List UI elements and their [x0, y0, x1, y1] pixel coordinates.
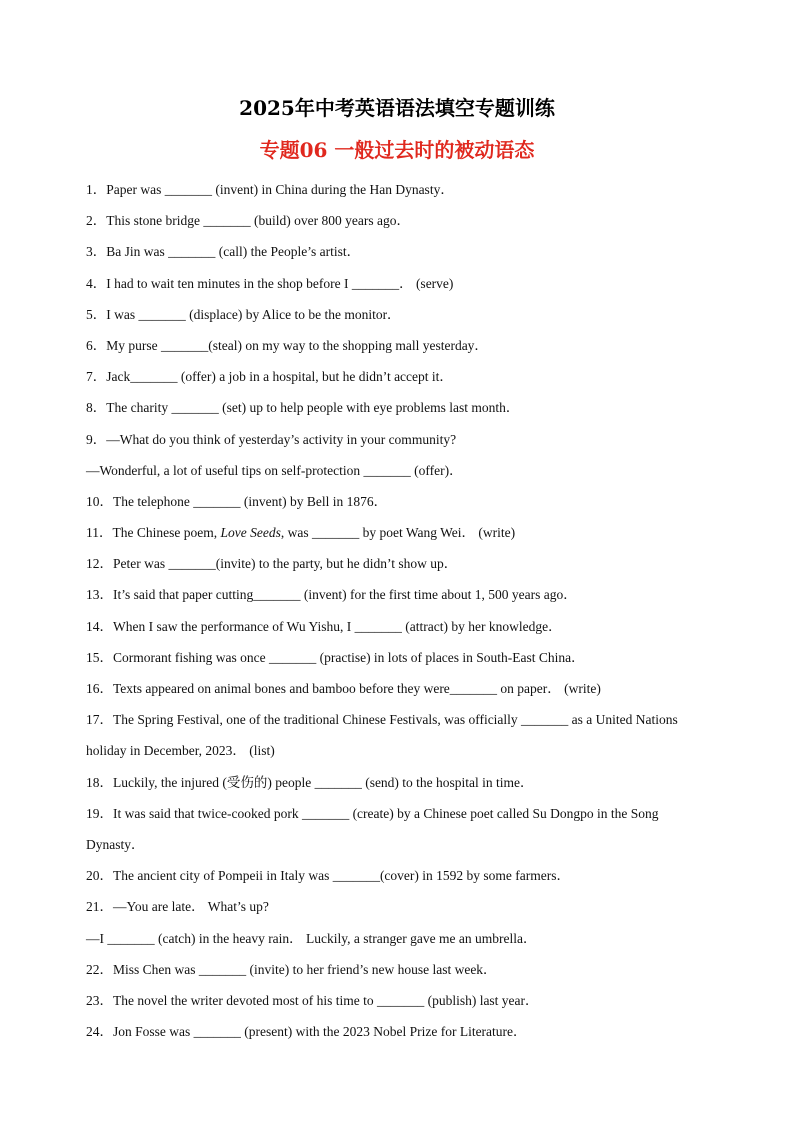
question-line: 7．Jack_______ (offer) a job in a hospital, but he didn’t accept it． — [86, 369, 453, 385]
question-line: 3．Ba Jin was _______ (call) the People’s artist． — [86, 244, 361, 260]
question-line: 22．Miss Chen was _______ (invite) to her friend’s new house last week． — [86, 961, 497, 977]
question-line: 9．—What do you think of yesterday’s activity in your community? — [86, 431, 457, 447]
poem-title: Love Seeds — [220, 525, 281, 541]
question-line: 4．I had to wait ten minutes in the shop before I _______． (serve) — [86, 275, 454, 291]
question-line: 13．It’s said that paper cutting_______ (invent) for the first time about 1, 500 years ago． — [86, 587, 577, 603]
question-line: 19．It was said that twice-cooked pork _______ (create) by a Chinese poet called Su Dongpo in the Song — [86, 805, 659, 821]
question-line: 10．The telephone _______ (invent) by Bell in 1876． — [86, 493, 388, 509]
question-line: 18．Luckily, the injured (受伤的) people _______ (send) to the hospital in time． — [86, 774, 534, 790]
question-line: 14．When I saw the performance of Wu Yishu, I _______ (attract) by her knowledge． — [86, 618, 562, 634]
question-line: 6．My purse _______(steal) on my way to the shopping mall yesterday． — [86, 337, 488, 353]
question-line: 8．The charity _______ (set) up to help people with eye problems last month． — [86, 400, 520, 416]
question-line: 17．The Spring Festival, one of the traditional Chinese Festivals, was officially _______ as a United Nations — [86, 712, 678, 728]
question-line: Dynasty． — [86, 836, 145, 852]
question-line — [86, 517, 716, 548]
question-line: holiday in December, 2023． (list) — [86, 743, 275, 759]
question-line: 23．The novel the writer devoted most of his time to _______ (publish) last year． — [86, 992, 539, 1008]
question-line: —Wonderful, a lot of useful tips on self-protection _______ (offer)． — [86, 462, 463, 478]
worksheet-title: 2025年中考英语语法填空专题训练 — [239, 96, 555, 120]
worksheet-subtitle: 专题06 一般过去时的被动语态 — [259, 138, 535, 162]
question-line: 5．I was _______ (displace) by Alice to be the monitor． — [86, 306, 401, 322]
question-line: 15．Cormorant fishing was once _______ (practise) in lots of places in South-East China． — [86, 649, 585, 665]
question-list — [86, 174, 716, 1047]
question-line: 24．Jon Fosse was _______ (present) with the 2023 Nobel Prize for Literature． — [86, 1024, 527, 1040]
question-line: 12．Peter was _______(invite) to the party, but he didn’t show up． — [86, 556, 458, 572]
question-line: 1．Paper was _______ (invent) in China during the Han Dynasty． — [86, 182, 454, 197]
question-text-post: , was _______ by poet Wang Wei． (write) — [280, 525, 516, 541]
question-line: 20．The ancient city of Pompeii in Italy was _______(cover) in 1592 by some farmers． — [86, 868, 571, 884]
question-text-pre: 11．The Chinese poem, — [86, 525, 221, 541]
question-line: —I _______ (catch) in the heavy rain． Luckily, a stranger gave me an umbrella． — [86, 930, 537, 946]
question-line: 21．—You are late． What’s up? — [86, 899, 269, 915]
question-line: 2．This stone bridge _______ (build) over 800 years ago． — [86, 213, 410, 229]
question-line: 16．Texts appeared on animal bones and bamboo before they were_______ on paper． (write) — [86, 681, 601, 696]
